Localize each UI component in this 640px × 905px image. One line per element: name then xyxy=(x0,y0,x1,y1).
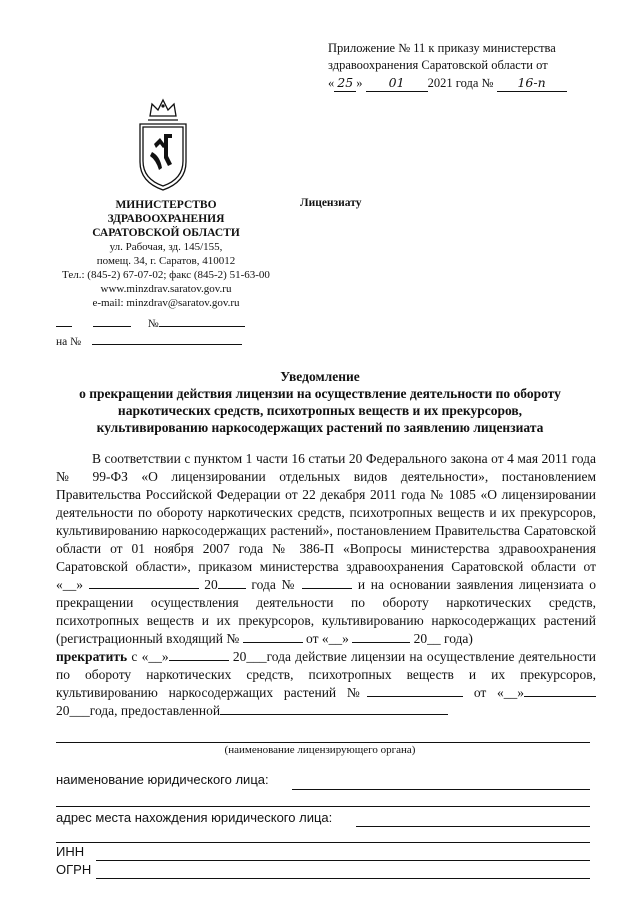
notice-title xyxy=(0,368,640,436)
inn-field[interactable] xyxy=(96,860,590,861)
legal-entity-field-line2[interactable] xyxy=(56,806,590,807)
org-address2: помещ. 34, г. Саратов, 410012 xyxy=(96,255,236,267)
quote-close: » xyxy=(356,76,363,90)
appendix-year-text: 2021 года № xyxy=(427,76,494,90)
licensing-body-caption: (наименование лицензирующего органа) xyxy=(224,744,416,756)
term-seg3: «__» xyxy=(497,685,525,700)
org-website: www.minzdrav.saratov.gov.ru xyxy=(100,283,232,295)
address-field[interactable] xyxy=(356,826,590,827)
reg-number-sign: № xyxy=(147,318,159,330)
body-basis: и на основании заявления лицензиата о прекращении осуществления деятельности по обороту наркотических средств, психотропных веществ и их прекурсоров, культивированию наркосодержащих растений (регистрационный входящий № xyxy=(56,577,597,646)
appendix-line1: Приложение № 11 к приказу министерства xyxy=(328,41,556,55)
legal-entity-field[interactable] xyxy=(292,789,590,790)
notice-title-line2: о прекращении действия лицензии на осуществление деятельности по обороту xyxy=(79,386,561,401)
terminate-paragraph xyxy=(56,648,596,720)
term-seg1: с «__» xyxy=(131,649,169,664)
notice-title-line3: наркотических средств, психотропных веществ и их прекурсоров, xyxy=(117,403,523,418)
appendix-date-line xyxy=(328,74,628,92)
terminate-keyword: прекратить xyxy=(56,649,128,664)
body-from: от «__» xyxy=(306,631,349,646)
ogrn-label: ОГРН xyxy=(56,862,92,877)
notice-title-line4: культивированию наркосодержащих растений по заявлению лицензиата xyxy=(96,420,544,435)
address-label: адрес места нахождения юридического лица: xyxy=(56,810,333,825)
appendix-month: 01 xyxy=(366,74,428,92)
body-para1: В соответствии с пунктом 1 части 16 статьи 20 Федерального закона от 4 мая 2011 года № 99-ФЗ «О лицензировании отдельных видов деятельности», постановлением Правительства Российской Федерации от 22 декабря 2011 года № 1085 «О лицензировании деятельности по обороту наркотических средств, психотропных веществ и их прекурсоров, культивированию наркосодержащих растений», постановлением Правительства Саратовской области от 01 ноября 2007 года № 386-П «Вопросы министерства здравоохранения Саратовской области», приказом министерства здравоохранения Саратовской области от «__» xyxy=(56,451,596,592)
term-seg2: 20___года действие лицензии на осуществление деятельности по обороту наркотических средств, психотропных веществ и их прекурсоров, культивированию наркосодержащих растений № xyxy=(56,649,597,700)
appendix-number: 16-п xyxy=(497,74,567,92)
org-address1: ул. Рабочая, зд. 145/155, xyxy=(109,241,223,253)
address-field-line2[interactable] xyxy=(56,842,590,843)
appendix-day: 25 xyxy=(334,74,356,92)
term-seg4: 20___года, предоставленной xyxy=(56,703,221,718)
quote-open: « xyxy=(328,76,335,90)
licensing-body-line xyxy=(56,742,590,743)
appendix-line2: здравоохранения Саратовской области от xyxy=(328,58,548,72)
body-year-no: года № xyxy=(251,577,297,592)
org-phone: Тел.: (845-2) 67-07-02; факс (845-2) 51-63-00 xyxy=(62,269,270,281)
notice-body xyxy=(56,450,596,720)
ogrn-field[interactable] xyxy=(96,878,590,879)
reference-label: на № xyxy=(56,336,82,348)
org-email: e-mail: minzdrav@saratov.gov.ru xyxy=(92,297,240,309)
inn-label: ИНН xyxy=(56,844,85,859)
appendix-header xyxy=(328,40,628,92)
term-ot: от xyxy=(473,685,487,700)
body-20a: 20 xyxy=(204,577,218,592)
coat-of-arms-icon xyxy=(132,94,194,194)
body-paragraph xyxy=(56,450,596,648)
notice-title-line1: Уведомление xyxy=(280,369,360,384)
organization-block xyxy=(60,198,272,310)
org-name-line1: МИНИСТЕРСТВО xyxy=(115,199,217,211)
addressee: Лицензиату xyxy=(300,197,362,209)
legal-entity-label: наименование юридического лица: xyxy=(56,772,269,787)
body-20b: 20__ года) xyxy=(413,631,473,646)
reference-line xyxy=(56,336,242,348)
org-name-line3: САРАТОВСКОЙ ОБЛАСТИ xyxy=(92,227,240,239)
registration-line xyxy=(56,318,245,330)
org-name-line2: ЗДРАВООХРАНЕНИЯ xyxy=(107,213,225,225)
